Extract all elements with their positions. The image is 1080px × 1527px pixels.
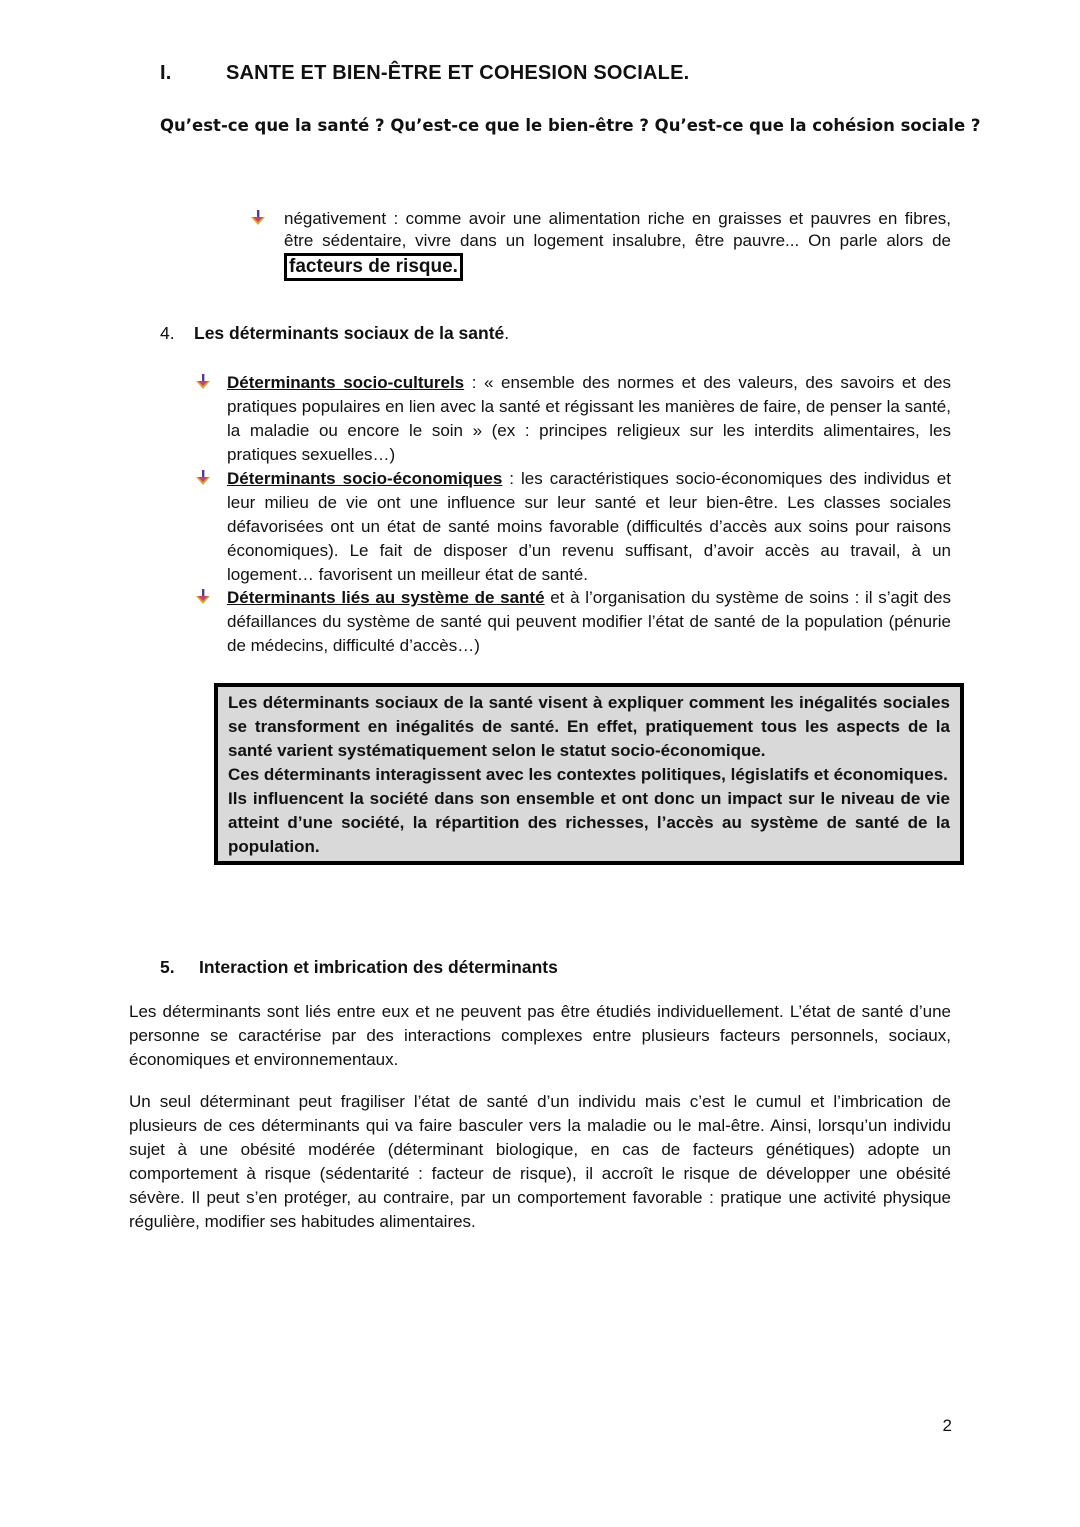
section-5-paragraph: Les déterminants sont liés entre eux et ne peuvent pas être étudiés individuellement. L’état de santé d’une personne se caractérise par des interactions complexes entre plusieurs facteurs personnels, sociaux, économiques et environnementaux. — [129, 1002, 951, 1069]
section-5-title: Interaction et imbrication des déterminants — [199, 957, 558, 977]
arrow-bullet-icon — [195, 374, 211, 390]
determinant-socio-cultural — [227, 371, 951, 467]
negative-factors-paragraph — [284, 208, 951, 279]
section-5-number: 5. — [160, 957, 175, 977]
section-4-title: Les déterminants sociaux de la santé — [194, 323, 505, 343]
determinant-text: : les caractéristiques socio-économiques des individus et leur milieu de vie ont une influence sur leur santé et leur bien-être. Les classes sociales défavorisées ont un état de santé moins favorable (difficultés d’accès aux soins pour raisons économiques). Le fait de disposer d’un revenu suffisant, d’avoir accès au travail, à un logement… favorisent un meilleur état de santé. — [227, 469, 951, 584]
section-1-number: I. — [160, 62, 172, 84]
section-1-heading — [160, 62, 689, 85]
section-4-heading — [160, 323, 509, 344]
section-5-heading — [160, 957, 558, 978]
section-1-title: SANTE ET BIEN-ÊTRE ET COHESION SOCIALE. — [226, 62, 690, 84]
summary-box — [214, 683, 964, 865]
section-1-questions: Qu’est-ce que la santé ? Qu’est-ce que le bien-être ? Qu’est-ce que la cohésion sociale ? — [160, 116, 981, 135]
risk-factors-keyword: facteurs de risque. — [284, 253, 463, 281]
arrow-bullet-icon — [195, 470, 211, 486]
section-4-number: 4. — [160, 323, 175, 343]
section-4-trailing: . — [504, 323, 510, 343]
determinant-title: Déterminants socio-culturels — [227, 373, 465, 392]
summary-paragraph: Ils influencent la société dans son ensemble et ont donc un impact sur le niveau de vie atteint d’une société, la répartition des richesses, l’accès au système de santé de la population. — [228, 789, 950, 856]
negative-factors-text: négativement : comme avoir une alimentation riche en graisses et pauvres en fibres, être sédentaire, vivre dans un logement insalubre, être pauvre... On parle alors de — [284, 209, 951, 250]
determinant-text: : « ensemble des normes et des valeurs, des savoirs et des pratiques populaires en lien avec la santé et régissant les manières de faire, de penser la santé, la maladie ou encore le soin » (ex : principes religieux sur les interdits alimentaires, les pratiques sexuelles…) — [227, 373, 951, 464]
summary-paragraph: Ces déterminants interagissent avec les contextes politiques, législatifs et économiques. — [228, 765, 948, 784]
determinant-health-system — [227, 586, 951, 658]
arrow-bullet-icon — [195, 589, 211, 605]
section-5-paragraph: Un seul déterminant peut fragiliser l’état de santé d’un individu mais c’est le cumul et l’imbrication de plusieurs de ces déterminants qui va faire basculer vers la maladie ou le mal-être. Ainsi, lorsqu’un individu sujet à une obésité modérée (déterminant biologique, en cas de facteurs génétiques) adopte un comportement à risque (sédentarité : facteur de risque), il accroît le risque de développer une obésité sévère. Il peut s’en protéger, au contraire, par un comportement favorable : pratique une activité physique régulière, modifier ses habitudes alimentaires. — [129, 1092, 951, 1231]
determinant-title: Déterminants liés au système de santé — [227, 588, 545, 607]
arrow-bullet-icon — [250, 210, 266, 226]
determinant-socio-economic — [227, 467, 951, 587]
page-number: 2 — [942, 1416, 952, 1435]
summary-paragraph: Les déterminants sociaux de la santé visent à expliquer comment les inégalités sociales se transforment en inégalités de santé. En effet, pratiquement tous les aspects de la santé varient systématiquement selon le statut socio-économique. — [228, 693, 950, 760]
determinant-title: Déterminants socio-économiques — [227, 469, 503, 488]
determinant-text: et à l’organisation du système de soins : il s’agit des défaillances du système de santé qui peuvent modifier l’état de santé de la population (pénurie de médecins, difficulté d’accès…) — [227, 588, 952, 655]
